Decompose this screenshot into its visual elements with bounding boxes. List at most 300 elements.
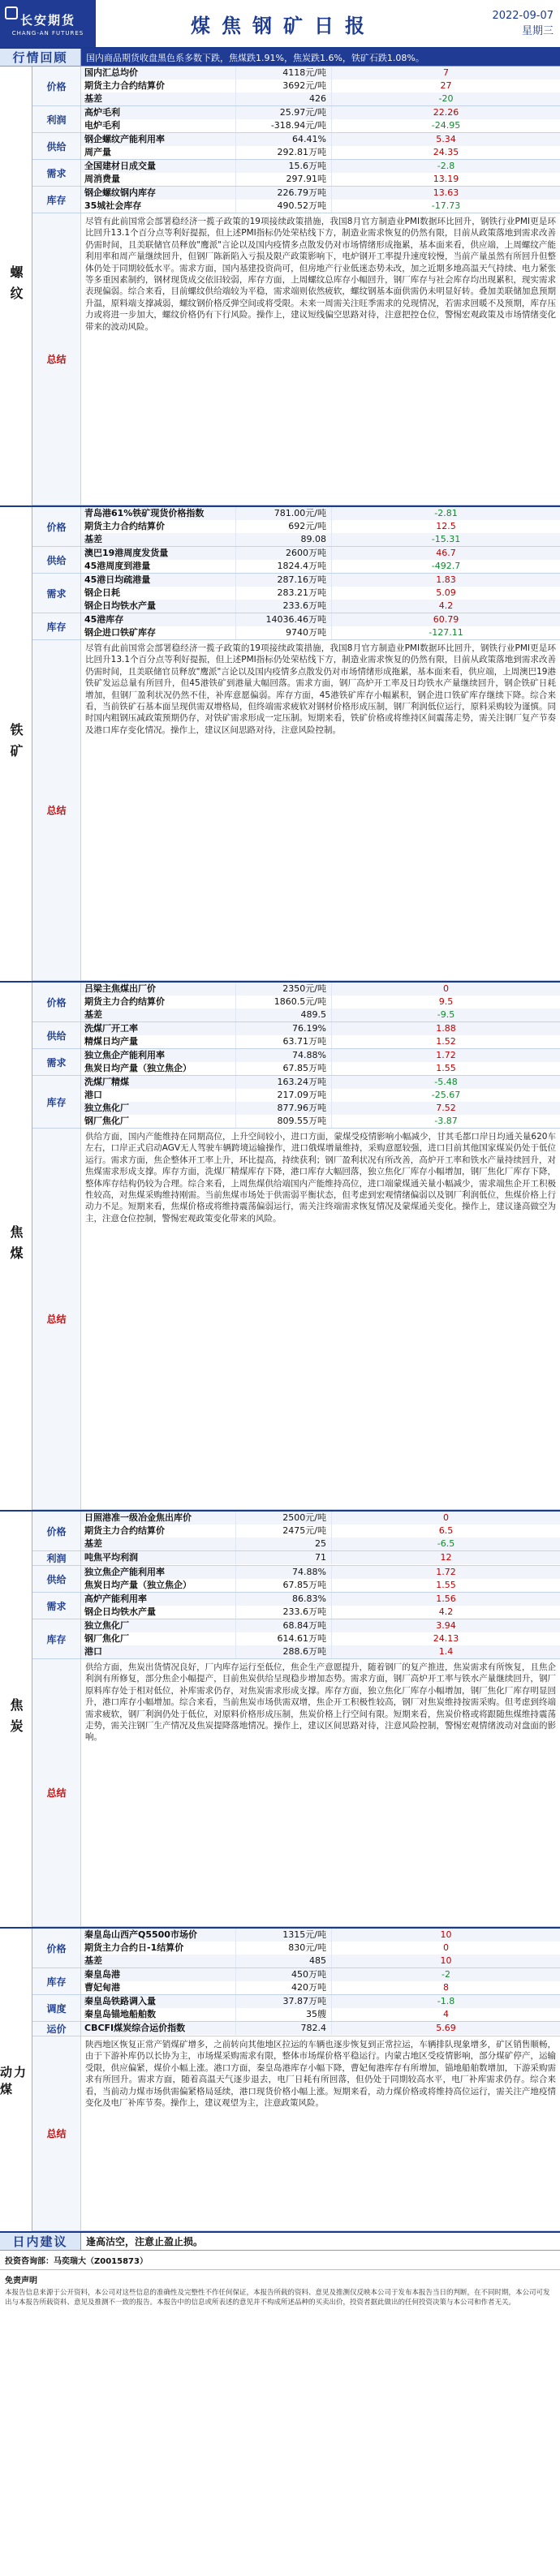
commodity-body	[32, 1929, 560, 2231]
indicator-value: 292.81万吨	[235, 146, 331, 159]
indicator-row	[81, 1076, 560, 1089]
indicator-change: 1.55	[331, 1579, 560, 1592]
indicator-name: 45港日均疏港量	[84, 574, 151, 585]
indicator-change: 13.63	[331, 187, 560, 200]
group-rows	[81, 1995, 560, 2021]
indicator-value: 1860.5元/吨	[235, 996, 331, 1008]
indicator-value: 9740万吨	[235, 626, 331, 639]
indicator-row	[81, 1115, 560, 1128]
indicator-row	[81, 1929, 560, 1942]
indicator-value: 2475元/吨	[235, 1525, 331, 1537]
indicator-group	[32, 2022, 560, 2036]
indicator-change: -2.8	[331, 160, 560, 173]
indicator-change: 12.5	[331, 520, 560, 533]
indicator-name: 期货主力合约结算价	[84, 996, 165, 1007]
indicator-name: 焦炭日均产量（独立焦企）	[84, 1580, 192, 1590]
indicator-value: 450万吨	[235, 1968, 331, 1981]
report-header	[0, 0, 560, 49]
indicator-change: 4.2	[331, 1606, 560, 1619]
date-box	[471, 0, 560, 47]
indicator-value: 287.16万吨	[235, 574, 331, 587]
indicator-value: 226.79万吨	[235, 187, 331, 200]
indicator-name: 基差	[84, 1955, 102, 1966]
indicator-row	[81, 1062, 560, 1075]
indicator-name: 钢企螺纹钢内库存	[84, 187, 156, 198]
summary-text: 供给方面，国内产能维持在同期高位，上升空间较小，进口方面，蒙煤受疫情影响小幅减少，甘其毛都口岸日均通关量620车左右，口岸正式启动AGV无人驾驶车辆跨境运输操作，进口俄煤增量维持，采购意愿较强，进口目前其他国家煤炭仍处于低位运行。需求方面，焦企整体开工率上升，环比提高，持续获利；钢厂盈利状况有所改善，高炉开工率和铁水产量持续回升，对焦煤需求形成支撑。库存方面，洗煤厂精煤库存下降，港口库存大幅回落，独立焦化厂库存小幅增加，钢厂焦化厂库存下降，整体库存结构仍较为合理。综合来看，上周焦煤供给端国内产能维持高位，进口端蒙煤通关量小幅减少，需求端焦企开工积极性较高，对焦煤采购维持刚需。当前焦煤市场处于供需弱平衡状态，但考虑到宏观情绪偏弱以及钢厂利润低位，焦煤价格上行动力不足。短期来看，焦煤价格或将维持震荡偏弱运行，需关注终端需求恢复情况及蒙煤通关变化。操作上，建议逢高做空为主，注意仓位控制，警惕宏观政策变化带来的风险。	[85, 1132, 556, 1223]
group-label: 需求	[32, 1049, 81, 1075]
indicator-group	[32, 187, 560, 213]
indicator-change: -127.11	[331, 626, 560, 639]
group-rows	[81, 1551, 560, 1565]
indicator-row	[81, 507, 560, 520]
market-review-label: 行情回顾	[0, 49, 81, 66]
indicator-group	[32, 1968, 560, 1995]
indicator-name: 高炉毛利	[84, 107, 120, 118]
indicator-group	[32, 1076, 560, 1129]
indicator-group	[32, 1512, 560, 1551]
analyst-line: 投资咨询部：马奕瑞大（Z0015873）	[0, 2251, 560, 2270]
indicator-value: 71	[235, 1551, 331, 1564]
indicator-value: 25.97元/吨	[235, 106, 331, 119]
indicator-value: 809.55万吨	[235, 1115, 331, 1128]
indicator-change: 1.52	[331, 1035, 560, 1048]
indicator-name: 钢企日均铁水产量	[84, 1606, 156, 1617]
indicator-group	[32, 133, 560, 160]
indicator-change: 5.34	[331, 133, 560, 146]
indicator-name: 独立焦企产能利用率	[84, 1050, 165, 1060]
indicator-row	[81, 1525, 560, 1537]
indicator-name: 洗煤厂精煤	[84, 1077, 129, 1087]
indicator-value: 15.6万吨	[235, 160, 331, 173]
indicator-value: 74.88%	[235, 1049, 331, 1062]
indicator-row	[81, 67, 560, 80]
group-label: 价格	[32, 1929, 81, 1967]
indicator-row	[81, 1551, 560, 1564]
indicator-row	[81, 996, 560, 1008]
indicator-value: 489.5	[235, 1008, 331, 1021]
indicator-row	[81, 1049, 560, 1062]
indicator-group	[32, 1995, 560, 2022]
indicator-name: 独立焦化厂	[84, 1620, 129, 1631]
indicator-name: 基差	[84, 93, 102, 104]
indicator-value: 297.91吨	[235, 173, 331, 186]
group-label: 库存	[32, 613, 81, 639]
indicator-row	[81, 92, 560, 105]
indicator-name: 钢企日均铁水产量	[84, 600, 156, 611]
indicator-group	[32, 67, 560, 106]
indicator-name: 钢厂焦化厂	[84, 1633, 129, 1644]
indicator-change: 7.52	[331, 1102, 560, 1115]
indicator-group	[32, 1619, 560, 1659]
group-rows	[81, 574, 560, 613]
indicator-name: 曹妃甸港	[84, 1982, 120, 1993]
commodity-block	[0, 1929, 560, 2233]
indicator-name: 独立焦企产能利用率	[84, 1567, 165, 1577]
indicator-group	[32, 1566, 560, 1593]
indicator-group	[32, 1593, 560, 1619]
indicator-change: 1.56	[331, 1593, 560, 1606]
indicator-value: 485	[235, 1955, 331, 1967]
indicator-change: 24.35	[331, 146, 560, 159]
indicator-row	[81, 547, 560, 560]
group-rows	[81, 1619, 560, 1658]
group-rows	[81, 2022, 560, 2036]
indicator-group	[32, 613, 560, 640]
indicator-change: 6.5	[331, 1525, 560, 1537]
group-rows	[81, 133, 560, 159]
disclaimer	[0, 2270, 560, 2311]
indicator-value: 63.71万吨	[235, 1035, 331, 1048]
indicator-row	[81, 146, 560, 159]
indicator-row	[81, 626, 560, 639]
indicator-name: 45港库存	[84, 614, 124, 625]
indicator-value: 86.83%	[235, 1593, 331, 1606]
indicator-value: 692元/吨	[235, 520, 331, 533]
indicator-row	[81, 520, 560, 533]
commodity-name: 螺纹	[0, 67, 32, 505]
group-label: 需求	[32, 574, 81, 613]
group-rows	[81, 106, 560, 132]
indicator-value: 67.85万吨	[235, 1579, 331, 1592]
indicator-row	[81, 1942, 560, 1955]
indicator-change: 1.88	[331, 1022, 560, 1035]
indicator-value: 1824.4万吨	[235, 560, 331, 573]
summary-section	[32, 1659, 560, 1927]
group-label: 库存	[32, 1968, 81, 1994]
summary-label: 总结	[32, 213, 81, 505]
indicator-change: 0	[331, 983, 560, 996]
indicator-change: -9.5	[331, 1008, 560, 1021]
indicator-value: 233.6万吨	[235, 600, 331, 613]
commodity-body	[32, 507, 560, 981]
indicator-name: 周产量	[84, 147, 111, 157]
indicator-change: -3.87	[331, 1115, 560, 1128]
indicator-name: 吕梁主焦煤出厂价	[84, 983, 156, 994]
indicator-value: 490.52万吨	[235, 200, 331, 213]
indicator-change: 7	[331, 67, 560, 80]
indicator-value: 420万吨	[235, 1981, 331, 1994]
indicator-row	[81, 1981, 560, 1994]
indicator-change: -1.8	[331, 1995, 560, 2008]
group-rows	[81, 1512, 560, 1550]
indicator-row	[81, 1035, 560, 1048]
indicator-value: 1315元/吨	[235, 1929, 331, 1942]
commodity-body	[32, 983, 560, 1510]
summary-label: 总结	[32, 1129, 81, 1509]
indicator-name: 45港周度到港量	[84, 561, 151, 571]
indicator-group	[32, 1929, 560, 1968]
indicator-name: 精煤日均产量	[84, 1036, 138, 1047]
group-label: 库存	[32, 1619, 81, 1658]
indicator-value: 781.00元/吨	[235, 507, 331, 520]
indicator-row	[81, 1593, 560, 1606]
indicator-row	[81, 1968, 560, 1981]
summary-label: 总结	[32, 2036, 81, 2230]
indicator-value: 25	[235, 1537, 331, 1550]
indicator-row	[81, 1089, 560, 1102]
group-rows	[81, 1566, 560, 1592]
indicator-name: 期货主力合约日-1结算价	[84, 1942, 184, 1953]
indicator-row	[81, 133, 560, 146]
indicator-name: 电炉毛利	[84, 120, 120, 131]
indicator-name: 焦炭日均产量（独立焦企）	[84, 1063, 192, 1073]
indicator-value: 163.24万吨	[235, 1076, 331, 1089]
indicator-group	[32, 507, 560, 547]
indicator-change: -6.5	[331, 1537, 560, 1550]
group-label: 运价	[32, 2022, 81, 2036]
group-label: 利润	[32, 106, 81, 132]
report-weekday: 星期三	[521, 25, 554, 37]
indicator-row	[81, 1955, 560, 1967]
indicator-change: 1.55	[331, 1062, 560, 1075]
indicator-name: 钢企日耗	[84, 587, 120, 598]
indicator-row	[81, 1645, 560, 1658]
indicator-row	[81, 1022, 560, 1035]
summary-text: 供给方面，焦炭出货情况良好，厂内库存运行至低位，焦企生产意愿提升，随着钢厂的复产推进，焦炭需求有所恢复，且焦企利润有所修复，部分焦企小幅提产，目前焦炭供给呈现稳步增加态势。需求方面，钢厂高炉开工率与铁水产量继续回升，钢厂原料库存处于相对低位，补库需求仍存，对焦炭需求形成支撑。库存方面，独立焦化厂库存小幅增加，钢厂焦化厂库存明显回升，港口库存小幅增加。综合来看，当前焦炭市场供需双增，焦企开工积极性较高，钢厂对焦炭维持按需采购。但考虑到终端需求疲软，钢厂利润仍处于低位，对原料价格形成压制，焦炭价格上行空间有限。短期来看，焦炭价格或将跟随焦煤维持震荡走势，需关注钢厂生产情况及焦炭提降落地情况。操作上，建议区间思路对待，注意风险控制，警惕宏观情绪波动对盘面的影响。	[85, 1662, 556, 1743]
group-rows	[81, 1968, 560, 1994]
indicator-row	[81, 1008, 560, 1021]
indicator-value: 2600万吨	[235, 547, 331, 560]
indicator-value: 14036.46万吨	[235, 613, 331, 626]
indicator-name: 港口	[84, 1090, 102, 1100]
summary-text: 尽管有此前国常会部署稳经济一揽子政策的19项接续政策措施，我国8月官方制造业PMI数据环比回升，钢铁行业PMI更是环比回升13.1个百分点等利好提振，但上述PMI指标仍处荣枯线下方，制造业需求恢复的仍然有限，目前从政策落地到需求改善仍需时间，且美联储官员释放"鹰派"言论以及国内疫情多点散发仍对市场情绪形成拖累，基本面来看，供应端，上周螺纹产能利用率和周产量继续回升，但钢厂陈新陷入亏损及限产政策影响下，电炉钢开工率提升速度较慢，当前产量虽然有所回升但整体仍处于同期较低水平。需求方面，国内基建投资尚可，但房地产行业低迷态势未改，加之近期多地高温天气持续、电力紧张等多重因素制约，钢材现货成交依旧较弱，库存方面，上周螺纹总库存小幅回升，钢厂库存与社会库存均出现累积，现实需求表现偏弱。综合来看，目前螺纹供给端较为平稳，需求端则依然疲软，螺纹钢基本面供需仍未明显好转。叠加美联储加息预期升温，原料端支撑减弱，螺纹钢价格反弹空间或将受限。未来一周需关注旺季需求的兑现情况，若需求回暖不及预期，库存压力或将进一步加大，螺纹价格仍有下行风险。操作上，建议短线偏空思路对待，注意把控仓位，警惕宏观政策及市场情绪变化带来的波动风险。	[85, 217, 556, 332]
indicator-row	[81, 2022, 560, 2035]
indicator-name: 日照港准一级冶金焦出库价	[84, 1512, 192, 1523]
indicator-name: 青岛港61%铁矿现货价格指数	[84, 508, 205, 518]
indicator-value: 2500元/吨	[235, 1512, 331, 1525]
indicator-value: 877.96万吨	[235, 1102, 331, 1115]
indicator-change: -20	[331, 92, 560, 105]
logo-en: CHANG-AN FUTURES	[11, 29, 84, 37]
indicator-change: 3.94	[331, 1619, 560, 1632]
group-label: 价格	[32, 1512, 81, 1550]
group-rows	[81, 507, 560, 546]
indicator-row	[81, 533, 560, 546]
indicator-name: 高炉产能利用率	[84, 1593, 147, 1604]
commodity-name: 铁矿	[0, 507, 32, 981]
indicator-group	[32, 983, 560, 1022]
indicator-row	[81, 200, 560, 213]
indicator-group	[32, 106, 560, 133]
indicator-name: 期货主力合约结算价	[84, 80, 165, 91]
indicator-change: 5.69	[331, 2022, 560, 2035]
commodity-block	[0, 507, 560, 983]
indicator-name: 钢企螺纹产能利用率	[84, 134, 165, 144]
commodity-body	[32, 67, 560, 505]
indicator-row	[81, 560, 560, 573]
indicator-name: 周消费量	[84, 174, 120, 184]
indicator-value: 67.85万吨	[235, 1062, 331, 1075]
advice-label: 日内建议	[0, 2233, 81, 2250]
indicator-change: 10	[331, 1955, 560, 1967]
commodity-block	[0, 1512, 560, 1929]
indicator-row	[81, 600, 560, 613]
indicator-value: 76.19%	[235, 1022, 331, 1035]
indicator-change: 4	[331, 2008, 560, 2021]
group-label: 需求	[32, 1593, 81, 1619]
indicator-name: 秦皇岛港	[84, 1969, 120, 1980]
commodity-body	[32, 1512, 560, 1927]
indicator-value: 89.08	[235, 533, 331, 546]
summary-text: 尽管有此前国常会部署稳经济一揽子政策的19项接续政策措施，我国8月官方制造业PMI数据环比回升，钢铁行业PMI更是环比回升13.1个百分点等利好提振，但上述PMI指标仍处荣枯线下方，制造业需求恢复的仍然有限，目前从政策落地到需求改善仍需时间，且美联储官员释放"鹰派"言论以及国内疫情多点散发仍对市场情绪形成拖累，基本面来看，供应端，上周澳巴19港铁矿发运总量有所回升，但45港铁矿到港量大幅回落。需求方面，钢厂高炉开工率及日均铁水产量继续回升，钢企铁矿日耗增加，但钢厂盈利状况仍然不佳，补库意愿偏弱。库存方面，45港铁矿库存小幅累积，钢企进口铁矿库存继续下降。综合来看，当前铁矿石基本面呈现供需双增格局，但终端需求疲软对钢材价格形成压制，钢厂利润低位运行，原料采购较为谨慎。同时国内粗钢压减政策预期仍存，对铁矿需求形成一定压制。短期来看，铁矿价格或将维持区间震荡走势，需关注钢厂复产节奏及港口库存变化情况。操作上，建议区间思路对待，注意风险控制。	[85, 643, 556, 735]
indicator-value: 283.21万吨	[235, 587, 331, 600]
indicator-change: 12	[331, 1551, 560, 1564]
indicator-change: 10	[331, 1929, 560, 1942]
logo-cn: 长安期货	[19, 12, 75, 28]
disclaimer-text: 本报告信息来源于公开资料，本公司对这些信息的准确性及完整性不作任何保证，本报告所载的资料、意见及推测仅反映本公司于发布本报告当日的判断，在不同时期，本公司可发出与本报告所载资料、意见及推测不一致的报告。本报告中的信息或所表述的意见并不构成所述品种的买卖出价，投资者据此做出的任何投资决策与本公司和作者无关。	[5, 2289, 550, 2307]
indicator-name: 钢厂焦化厂	[84, 1116, 129, 1126]
group-rows	[81, 1593, 560, 1619]
indicator-row	[81, 587, 560, 600]
indicator-value: 2350元/吨	[235, 983, 331, 996]
indicator-change: 4.2	[331, 600, 560, 613]
indicator-name: 钢企进口铁矿库存	[84, 627, 156, 638]
commodity-name: 焦炭	[0, 1512, 32, 1927]
indicator-row	[81, 80, 560, 92]
market-review	[0, 49, 560, 67]
indicator-name: 国内汇总均价	[84, 67, 138, 78]
summary-section	[32, 640, 560, 981]
market-review-text: 国内商品期货收盘黑色系多数下跌，焦煤跌1.91%，焦炭跌1.6%，铁矿石跌1.08%。	[81, 49, 560, 66]
report-title: 煤焦钢矿日报	[191, 14, 376, 37]
indicator-value: 830元/吨	[235, 1942, 331, 1955]
indicator-name: 吨焦平均利润	[84, 1552, 138, 1563]
intraday-advice	[0, 2233, 560, 2251]
indicator-value: 217.09万吨	[235, 1089, 331, 1102]
summary-text: 陕西地区恢复正常产销煤矿增多，之前转向其他地区拉运的车辆也逐步恢复到正常拉运，车辆排队现象增多，矿区销售顺畅，由于下游补库仍以长协为主，市场煤采购需求有限，整体市场煤价格平稳运行。内蒙古地区受疫情影响，部分煤矿停产，运输受限，供应偏紧，煤价小幅上涨。港口方面，秦皇岛港库存小幅下降，曹妃甸港库存有所增加，锚地船舶数增加，下游采购需求有所回升。需求方面，随着高温天气逐步退去，电厂日耗有所回落，但仍处于同期较高水平，电厂补库需求仍存。综合来看，当前动力煤市场供需偏紧格局延续，港口现货价格小幅上涨。短期来看，动力煤价格或将维持高位运行，需关注产地疫情变化及电厂补库节奏。操作上，建议观望为主，注意政策风险。	[85, 2040, 556, 2109]
indicator-value: 3692元/吨	[235, 80, 331, 92]
indicator-row	[81, 106, 560, 119]
group-rows	[81, 1049, 560, 1075]
summary-section	[32, 1129, 560, 1510]
indicator-row	[81, 160, 560, 173]
indicator-group	[32, 1022, 560, 1049]
indicator-name: 基差	[84, 534, 102, 544]
report-date: 2022-09-07	[492, 10, 554, 22]
indicator-name: 全国建材日成交量	[84, 161, 156, 171]
indicator-value: 64.41%	[235, 133, 331, 146]
indicator-value: 233.6万吨	[235, 1606, 331, 1619]
commodity-block	[0, 983, 560, 1512]
indicator-row	[81, 1632, 560, 1645]
indicator-change: 9.5	[331, 996, 560, 1008]
indicator-name: 35城社会库存	[84, 200, 142, 211]
indicator-group	[32, 574, 560, 613]
group-label: 价格	[32, 507, 81, 546]
group-rows	[81, 983, 560, 1021]
advice-text: 逢高沽空，注意止盈止损。	[86, 2236, 204, 2247]
indicator-row	[81, 187, 560, 200]
group-label: 价格	[32, 983, 81, 1021]
indicator-change: 5.09	[331, 587, 560, 600]
indicator-change: 13.19	[331, 173, 560, 186]
indicator-change: -17.73	[331, 200, 560, 213]
indicator-name: 澳巴19港周度发货量	[84, 548, 169, 558]
indicator-row	[81, 613, 560, 626]
summary-label: 总结	[32, 640, 81, 980]
indicator-row	[81, 119, 560, 132]
indicator-row	[81, 1619, 560, 1632]
group-label: 供给	[32, 547, 81, 573]
commodity-name: 动力煤	[0, 1929, 32, 2231]
indicator-group	[32, 1551, 560, 1566]
indicator-row	[81, 1512, 560, 1525]
indicator-change: 1.4	[331, 1645, 560, 1658]
indicator-change: -25.67	[331, 1089, 560, 1102]
indicator-name: 秦皇岛山西产Q5500市场价	[84, 1929, 197, 1940]
indicator-change: 1.83	[331, 574, 560, 587]
indicator-name: CBCFI煤炭综合运价指数	[84, 2023, 186, 2033]
indicator-name: 基差	[84, 1538, 102, 1549]
group-label: 供给	[32, 1022, 81, 1048]
summary-section	[32, 213, 560, 505]
commodity-name: 焦煤	[0, 983, 32, 1510]
indicator-change: -2	[331, 1968, 560, 1981]
indicator-name: 秦皇岛锚地船舶数	[84, 2009, 156, 2019]
indicator-row	[81, 1102, 560, 1115]
indicator-row	[81, 574, 560, 587]
indicator-change: -5.48	[331, 1076, 560, 1089]
indicator-value: 74.88%	[235, 1566, 331, 1579]
indicator-name: 期货主力合约结算价	[84, 521, 165, 531]
indicator-change: -2.81	[331, 507, 560, 520]
indicator-value: 37.87万吨	[235, 1995, 331, 2008]
indicator-value: 614.61万吨	[235, 1632, 331, 1645]
indicator-value: 4118元/吨	[235, 67, 331, 80]
indicator-name: 期货主力合约结算价	[84, 1525, 165, 1536]
indicator-name: 基差	[84, 1009, 102, 1020]
commodity-block	[0, 67, 560, 507]
group-rows	[81, 187, 560, 213]
group-rows	[81, 160, 560, 186]
indicator-group	[32, 547, 560, 574]
logo-mark-icon	[5, 6, 18, 19]
group-rows	[81, 613, 560, 639]
indicator-change: 24.13	[331, 1632, 560, 1645]
indicator-change: 1.72	[331, 1049, 560, 1062]
group-label: 利润	[32, 1551, 81, 1565]
indicator-change: 46.7	[331, 547, 560, 560]
indicator-row	[81, 1566, 560, 1579]
indicator-change: 0	[331, 1942, 560, 1955]
group-rows	[81, 547, 560, 573]
indicator-value: 35艘	[235, 2008, 331, 2021]
indicator-name: 港口	[84, 1646, 102, 1657]
indicator-change: 60.79	[331, 613, 560, 626]
group-rows	[81, 1022, 560, 1048]
indicator-group	[32, 1049, 560, 1076]
indicator-name: 洗煤厂开工率	[84, 1023, 138, 1034]
indicator-change: -24.95	[331, 119, 560, 132]
disclaimer-title: 免责声明	[5, 2277, 37, 2286]
indicator-change: -15.31	[331, 533, 560, 546]
group-label: 价格	[32, 67, 81, 105]
indicator-group	[32, 160, 560, 187]
group-label: 供给	[32, 1566, 81, 1592]
indicator-name: 秦皇岛铁路调入量	[84, 1996, 156, 2006]
indicator-change: 0	[331, 1512, 560, 1525]
indicator-value: 426	[235, 92, 331, 105]
group-label: 调度	[32, 1995, 81, 2021]
commodity-blocks	[0, 67, 560, 2233]
brand-logo	[0, 0, 96, 47]
indicator-name: 独立焦化厂	[84, 1103, 129, 1113]
indicator-value: -318.94元/吨	[235, 119, 331, 132]
summary-section	[32, 2036, 560, 2231]
indicator-change: 8	[331, 1981, 560, 1994]
group-rows	[81, 67, 560, 105]
indicator-change: -492.7	[331, 560, 560, 573]
